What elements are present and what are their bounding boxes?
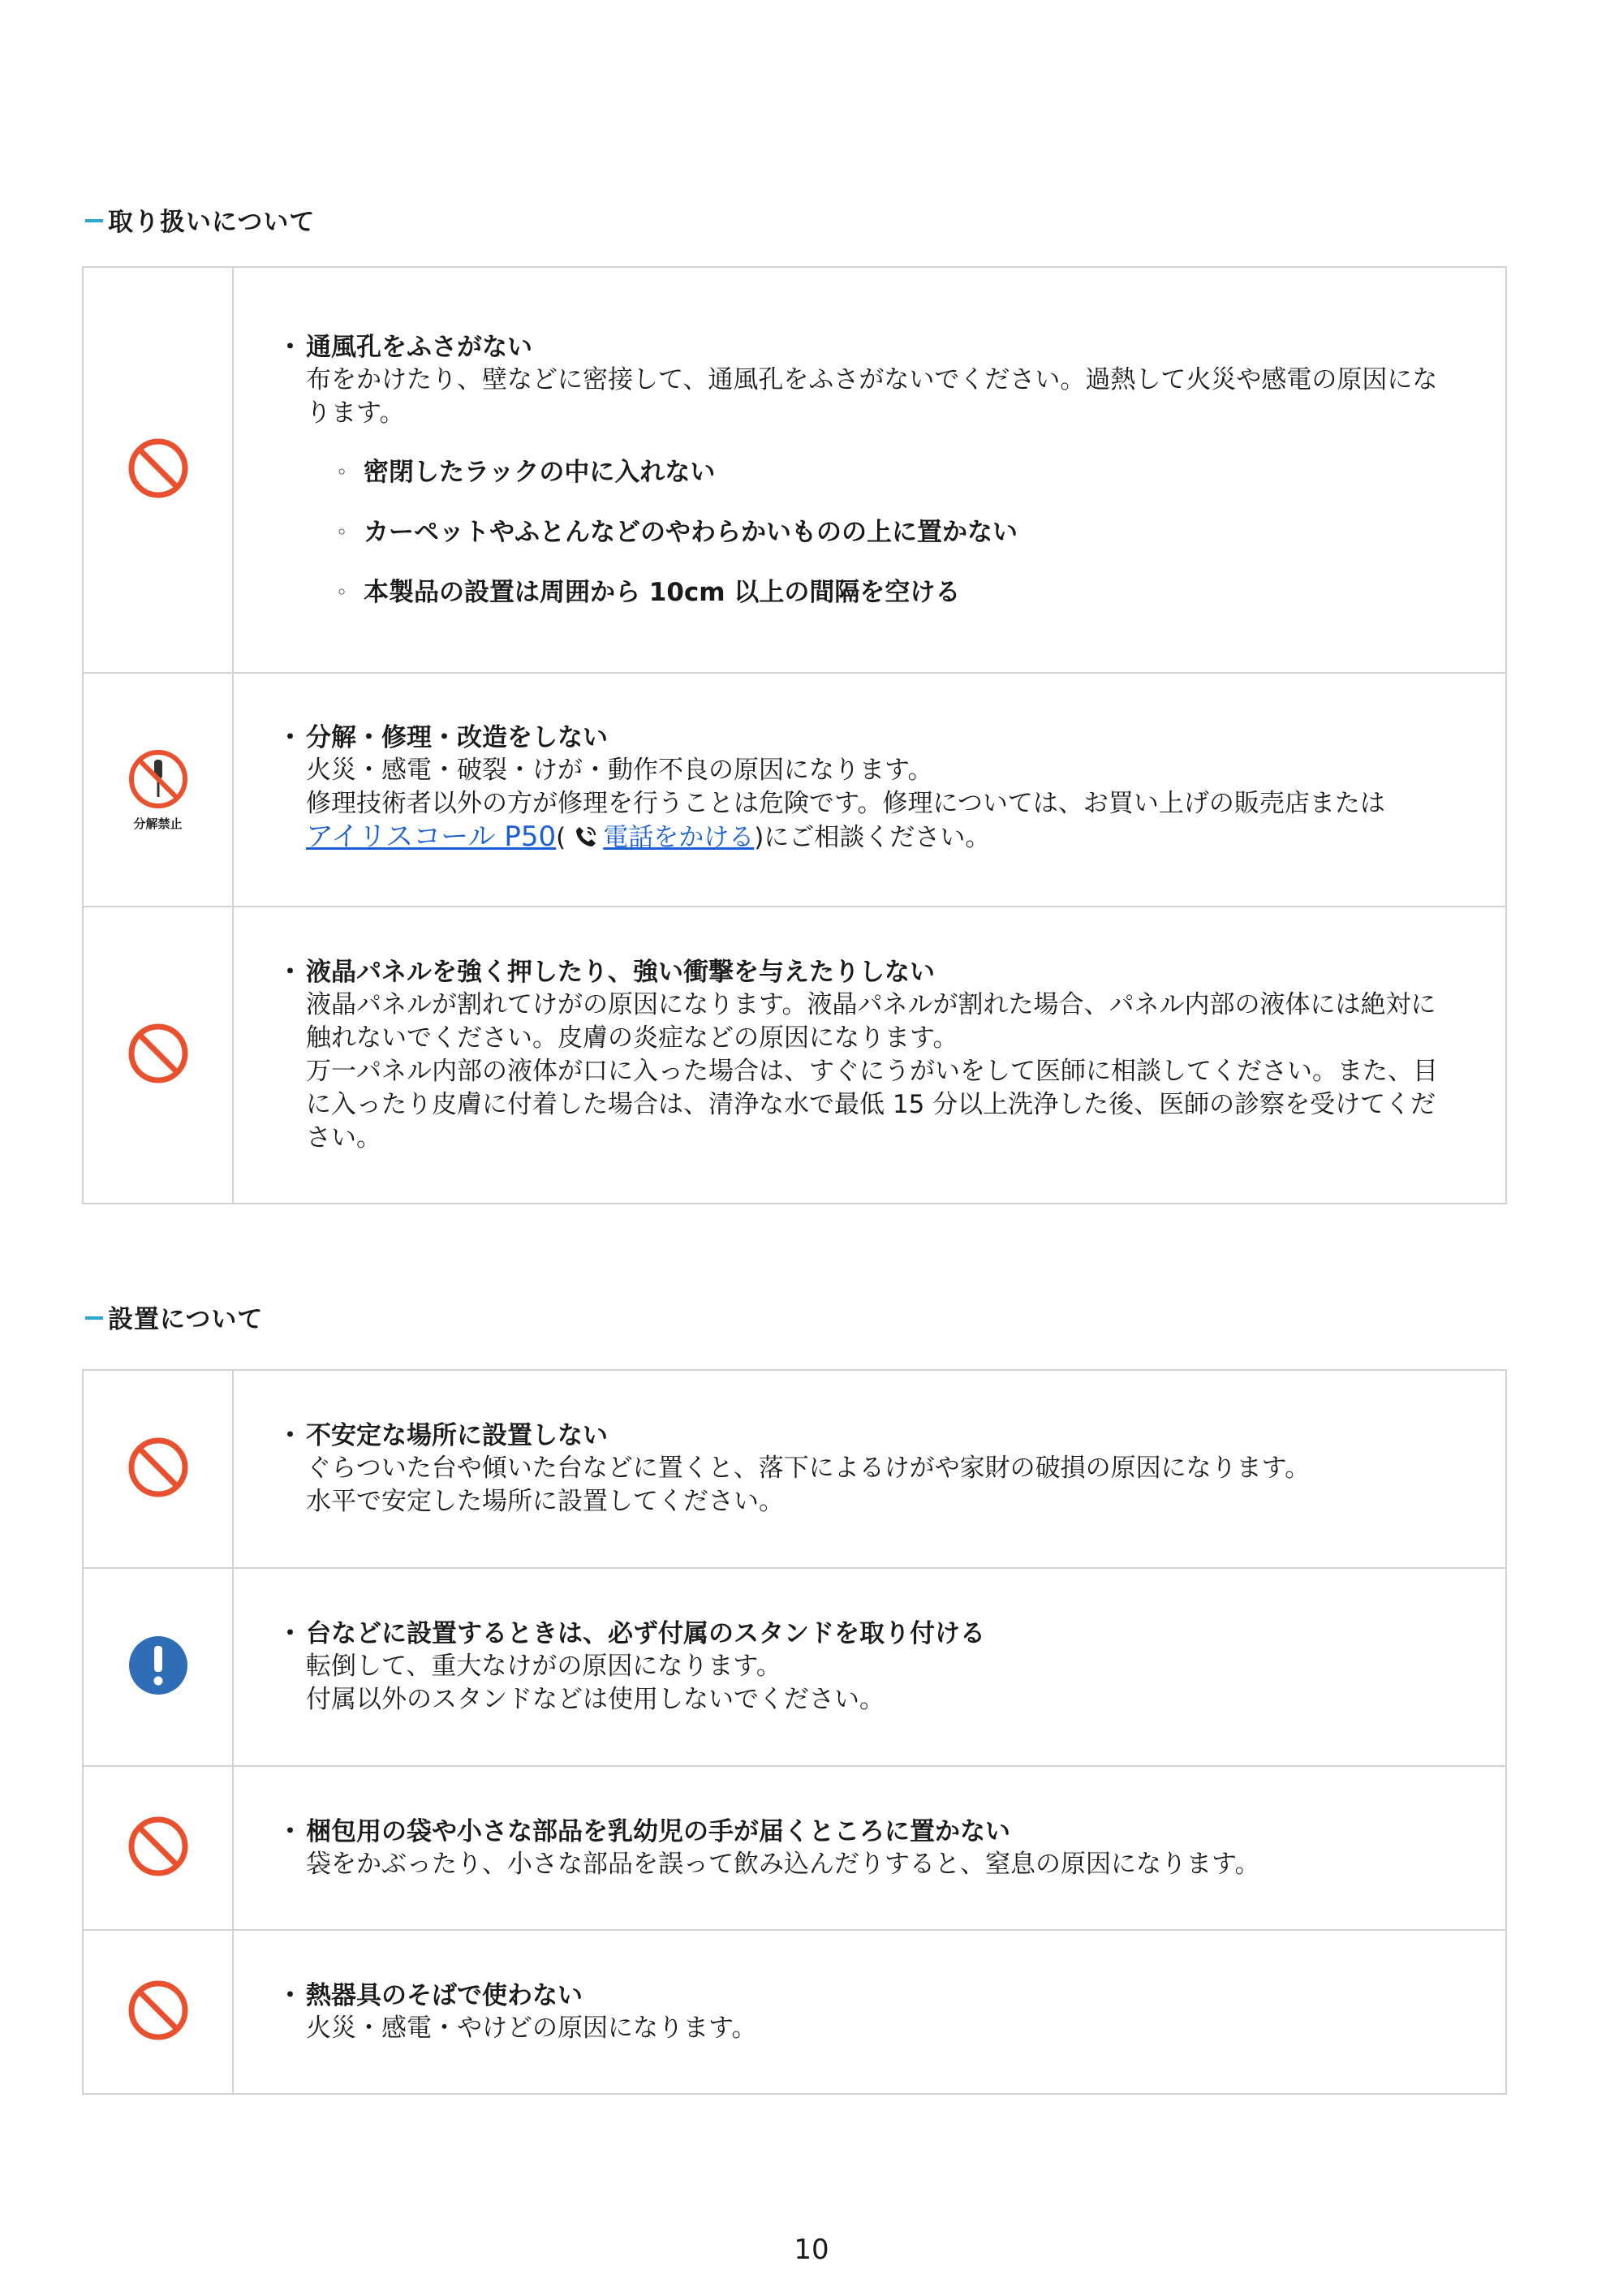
item-description: 付属以外のスタンドなどは使用しないでください。 (306, 1685, 885, 1714)
iris-call-link[interactable]: アイリスコール P50 (306, 821, 557, 853)
prohibition-icon (127, 1437, 189, 1498)
sub-item (336, 576, 1457, 609)
item-title-text: 台などに設置するときは、必ず付属のスタンドを取り付ける (306, 1619, 985, 1648)
section-heading-text: 取り扱いについて (108, 208, 316, 237)
table-row (83, 1930, 1506, 2094)
open-paren: ( (556, 823, 566, 852)
icon-cell (83, 1930, 233, 2094)
section-heading-installation (85, 1299, 263, 1335)
text-cell (233, 1370, 1506, 1568)
no-disassembly-icon-wrap (127, 748, 189, 832)
phone-icon (574, 825, 598, 858)
sub-bullet-glyph: ◦ (336, 461, 348, 484)
heading-dash (85, 219, 103, 222)
item-title (278, 1979, 1457, 2012)
item-description: 水平で安定した場所に設置してください。 (306, 1487, 784, 1516)
text-cell (233, 1766, 1506, 1930)
section-heading-handling (85, 201, 315, 238)
handling-table (82, 266, 1507, 1204)
call-phone-link[interactable]: 電話をかける (603, 823, 755, 852)
item-description: 万一パネル内部の液体が口に入った場合は、すぐにうがいをして医師に相談してください。また、目に入ったり皮膚に付着した場合は、清浄な水で最低 15 分以上洗浄した後、医師の診察を受けてください。 (306, 1056, 1438, 1152)
item-title-text: 液晶パネルを強く押したり、強い衝撃を与えたりしない (306, 957, 935, 987)
sub-item (336, 516, 1457, 549)
bullet-glyph: ・ (278, 1619, 303, 1648)
icon-cell (83, 907, 233, 1204)
item-description-line: 修理技術者以外の方が修理を行うことは危険です。修理については、お買い上げの販売店または (306, 789, 1385, 818)
contact-suffix: )にご相談ください。 (754, 823, 991, 852)
icon-cell (83, 267, 233, 673)
text-cell (233, 673, 1506, 907)
item-title-text: 梱包用の袋や小さな部品を乳幼児の手が届くところに置かない (306, 1816, 1010, 1846)
prohibition-icon (127, 437, 189, 499)
page-number: 10 (794, 2234, 829, 2266)
icon-cell (83, 1568, 233, 1766)
item-title-text: 分解・修理・改造をしない (306, 723, 608, 752)
contact-line (278, 821, 1457, 858)
table-row (83, 673, 1506, 907)
item-title-text: 通風孔をふさがない (306, 333, 532, 362)
table-row (83, 1766, 1506, 1930)
sub-list (278, 456, 1457, 609)
item-description: ぐらついた台や傾いた台などに置くと、落下によるけがや家財の破損の原因になります。 (306, 1454, 1311, 1483)
bullet-glyph: ・ (278, 1421, 303, 1450)
item-description-line: 火災・感電・破裂・けが・動作不良の原因になります。 (306, 756, 933, 785)
icon-caption: 分解禁止 (133, 816, 183, 831)
text-cell (233, 267, 1506, 673)
prohibition-icon (127, 1816, 189, 1877)
text-cell (233, 1930, 1506, 2094)
item-description: 布をかけたり、壁などに密接して、通風孔をふさがないでください。過熱して火災や感電の原因になります。 (306, 365, 1438, 428)
sub-item-text: 本製品の設置は周囲から 10cm 以上の間隔を空ける (364, 578, 961, 607)
item-title-text: 熱器具のそばで使わない (306, 1980, 583, 2010)
table-row (83, 1370, 1506, 1568)
bullet-glyph: ・ (278, 1816, 303, 1846)
icon-cell (83, 1370, 233, 1568)
table-row (83, 1568, 1506, 1766)
sub-bullet-glyph: ◦ (336, 521, 348, 544)
item-title-text: 不安定な場所に設置しない (306, 1421, 608, 1450)
bullet-glyph: ・ (278, 333, 303, 362)
heading-dash (85, 1316, 103, 1320)
item-description: 液晶パネルが割れてけがの原因になります。液晶パネルが割れた場合、パネル内部の液体には絶対に触れないでください。皮膚の炎症などの原因になります。 (306, 989, 1436, 1053)
no-disassembly-icon (127, 748, 189, 810)
table-row (83, 907, 1506, 1204)
sub-item-text: カーペットやふとんなどのやわらかいものの上に置かない (364, 518, 1018, 547)
bullet-glyph: ・ (278, 1980, 303, 2010)
sub-item-text: 密閉したラックの中に入れない (364, 458, 716, 487)
mandatory-icon (127, 1635, 189, 1696)
item-title (278, 1419, 1457, 1452)
item-description: 袋をかぶったり、小さな部品を誤って飲み込んだりすると、窒息の原因になります。 (306, 1849, 1260, 1879)
sub-item (336, 456, 1457, 489)
item-title (278, 722, 1457, 754)
sub-bullet-glyph: ◦ (336, 581, 348, 604)
icon-cell (83, 673, 233, 907)
item-title (278, 331, 1457, 364)
section-heading-text: 設置について (108, 1305, 264, 1334)
installation-table (82, 1369, 1507, 2095)
item-description: 転倒して、重大なけがの原因になります。 (306, 1652, 781, 1681)
prohibition-icon (127, 1979, 189, 2041)
prohibition-icon (127, 1023, 189, 1084)
item-title (278, 956, 1457, 989)
item-title (278, 1816, 1457, 1848)
bullet-glyph: ・ (278, 723, 303, 752)
bullet-glyph: ・ (278, 957, 303, 987)
item-description: 火災・感電・やけどの原因になります。 (306, 2013, 757, 2043)
text-cell (233, 1568, 1506, 1766)
item-title (278, 1618, 1457, 1650)
icon-cell (83, 1766, 233, 1930)
text-cell (233, 907, 1506, 1204)
table-row (83, 267, 1506, 673)
